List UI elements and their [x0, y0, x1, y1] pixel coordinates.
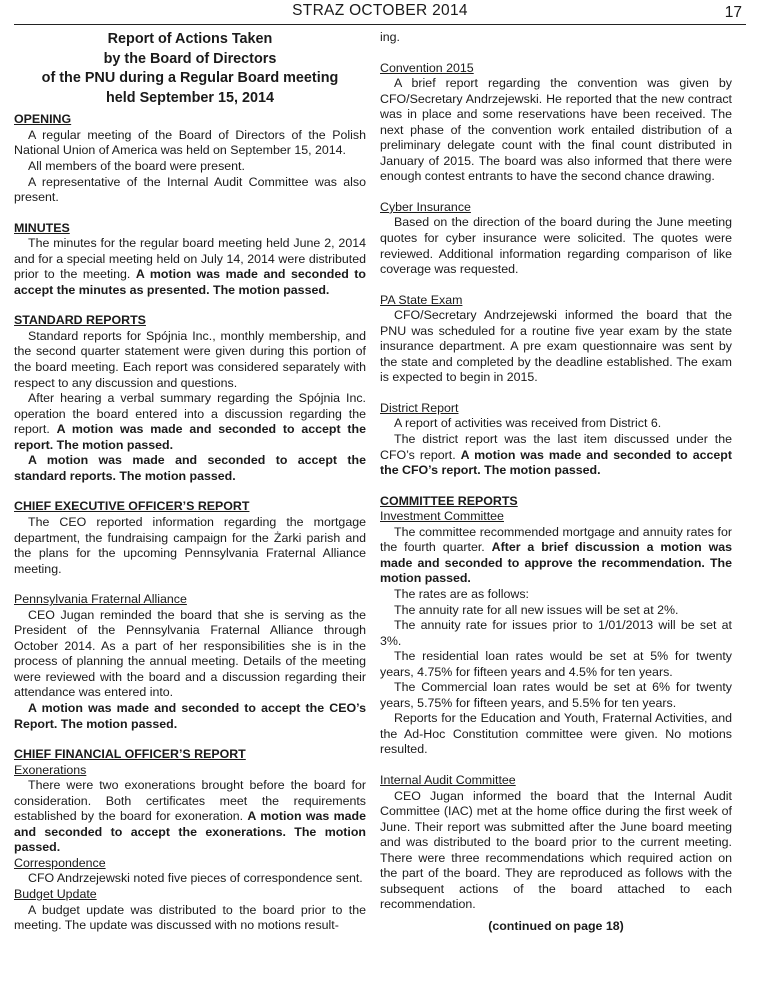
pfa-paragraph: CEO Jugan reminded the board that she is serving as the President of the Pennsylvania Fraternal Alliance through October 2014. As a part of her responsibilities she is in the process of planning the annual meeting. Details of the meeting were reviewed with the board and a discussion regarding their attendance was entered into.	[14, 607, 366, 700]
standard-reports-heading: STANDARD REPORTS	[14, 313, 146, 328]
page-header	[0, 0, 760, 24]
investment-paragraph-3: The annuity rate for all new issues will be set at 2%.	[394, 602, 679, 617]
standard-reports-paragraph-1: Standard reports for Spójnia Inc., monthly membership, and the second quarter statement were given during this portion of the board meeting. Each report was considered separately with respect to any discussion and questions.	[14, 328, 366, 390]
right-column	[380, 30, 732, 934]
exonerations-heading: Exonerations	[14, 762, 87, 777]
investment-paragraph-7: Reports for the Education and Youth, Fraternal Activities, and the Ad-Hoc Constitution committee were given. No motions resulted.	[380, 711, 732, 757]
cyber-insurance-heading: Cyber Insurance	[380, 199, 471, 214]
continued-on-page-note: (continued on page 18)	[488, 918, 624, 933]
district-report-paragraph-1: A report of activities was received from District 6.	[394, 416, 662, 431]
budget-update-heading: Budget Update	[14, 886, 97, 901]
cyber-insurance-paragraph: Based on the direction of the board during the June meeting quotes for cyber insurance were solicited. The quotes were reviewed. Additional information regarding comparison of like coverage was requested.	[380, 215, 732, 277]
district-report-paragraph-2	[380, 432, 732, 479]
report-title	[14, 30, 366, 108]
ceo-report-heading: CHIEF EXECUTIVE OFFICER’S REPORT	[14, 499, 250, 514]
investment-committee-heading: Investment Committee	[380, 509, 504, 524]
investment-paragraph-2: The rates are as follows:	[394, 586, 529, 601]
pfa-heading: Pennsylvania Fraternal Alliance	[14, 592, 187, 607]
report-title-line-2: by the Board of Directors	[103, 50, 277, 67]
exonerations-motion: A motion was made and seconded to accept the exonerations. The motion passed.	[14, 809, 366, 855]
left-column	[14, 30, 366, 934]
investment-text: The committee recommended mortgage and annuity rates for the fourth quarter.	[380, 524, 732, 555]
internal-audit-paragraph: CEO Jugan informed the board that the Internal Audit Committee (IAC) met at the home office during the first week of June. Their report was submitted after the June board meeting and was distributed to the board prior to the current meeting. There were three recommendations which required action on the part of the board. They are reproduced as follows with the subsequent actions of the board attached to each recommendation.	[380, 788, 732, 912]
report-title-line-4: held September 15, 2014	[106, 89, 274, 106]
newspaper-title: STRAZ OCTOBER 2014	[292, 2, 468, 19]
spojnia-motion: A motion was made and seconded to accept the report. The motion passed.	[14, 422, 366, 452]
header-rule	[14, 24, 746, 25]
standard-reports-paragraph-2	[14, 391, 366, 453]
investment-motion: After a brief discussion a motion was made and seconded to approve the recommendation. The motion passed.	[380, 540, 732, 586]
pa-state-exam-paragraph: CFO/Secretary Andrzejewski informed the board that the PNU was scheduled for a routine five year exam by the state insurance department. A pre exam questionnaire was sent by the state and completed by the deadline established. The exam is expected to begin in 2015.	[380, 308, 732, 385]
ceo-report-motion: A motion was made and seconded to accept the CEO’s Report. The motion passed.	[14, 700, 366, 731]
correspondence-paragraph: CFO Andrzejewski noted five pieces of correspondence sent.	[28, 871, 363, 886]
internal-audit-committee-heading: Internal Audit Committee	[380, 772, 516, 787]
ceo-report-paragraph: The CEO reported information regarding the mortgage department, the fundraising campaign for the Żarki parish and the plans for the upcoming Pennsylvania Fraternal Alliance meeting.	[14, 514, 366, 576]
convention-heading: Convention 2015	[380, 60, 474, 75]
convention-paragraph: A brief report regarding the convention was given by CFO/Secretary Andrzejewski. He reported that the new contract was in place and some reservations have been received. The next phase of the convention work entailed distribution of a preliminary delegate count with the final count distributed in January of 2015. The board was also informed that there were enough contest entrants to have the second chance drawing.	[380, 76, 732, 184]
minutes-text: The minutes for the regular board meeting held June 2, 2014 and for a special meeting held on July 14, 2014 were distributed prior to the meeting.	[14, 236, 366, 282]
minutes-heading: MINUTES	[14, 220, 70, 235]
investment-paragraph-4: The annuity rate for issues prior to 1/01/2013 will be set at 3%.	[380, 618, 732, 648]
spojnia-text: After hearing a verbal summary regarding the Spójnia Inc. operation the board entered into a discussion regarding the report.	[14, 391, 366, 437]
opening-paragraph-1: A regular meeting of the Board of Directors of the Polish National Union of America was held on September 15, 2014.	[14, 127, 366, 158]
page-number: 17	[724, 4, 742, 21]
standard-reports-motion: A motion was made and seconded to accept the standard reports. The motion passed.	[14, 453, 366, 483]
cfo-report-heading: CHIEF FINANCIAL OFFICER’S REPORT	[14, 747, 246, 762]
minutes-paragraph	[14, 236, 366, 298]
committee-reports-heading: COMMITTEE REPORTS	[380, 493, 518, 508]
report-title-line-1: Report of Actions Taken	[107, 31, 273, 47]
opening-paragraph-3: A representative of the Internal Audit Committee was also present.	[14, 174, 366, 205]
pa-state-exam-heading: PA State Exam	[380, 292, 463, 307]
opening-heading: OPENING	[14, 112, 72, 127]
opening-paragraph-2: All members of the board were present.	[28, 159, 245, 174]
budget-update-paragraph: A budget update was distributed to the board prior to the meeting. The update was discussed with no motions result-	[14, 902, 366, 933]
investment-paragraph-1	[380, 525, 732, 587]
district-report-text: The district report was the last item discussed under the CFO’s report.	[380, 432, 732, 462]
investment-paragraph-5: The residential loan rates would be set at 5% for twenty years, 4.75% for fifteen years and 4.5% for ten years.	[380, 649, 732, 679]
district-report-heading: District Report	[380, 400, 459, 415]
investment-paragraph-6: The Commercial loan rates would be set at 6% for twenty years, 5.75% for fifteen years, and 5.5% for ten years.	[380, 680, 732, 710]
exonerations-paragraph	[14, 778, 366, 856]
cfo-report-motion: A motion was made and seconded to accept the CFO’s report. The motion passed.	[380, 447, 732, 478]
exonerations-text: There were two exonerations brought before the board for consideration. Both certificates meet the requirements established by the board for exoneration.	[14, 778, 366, 824]
correspondence-heading: Correspondence	[14, 855, 106, 870]
budget-update-continuation: ing.	[380, 30, 400, 44]
report-title-line-3: of the PNU during a Regular Board meeting	[41, 70, 339, 87]
minutes-motion: A motion was made and seconded to accept the minutes as presented. The motion passed.	[14, 267, 366, 297]
